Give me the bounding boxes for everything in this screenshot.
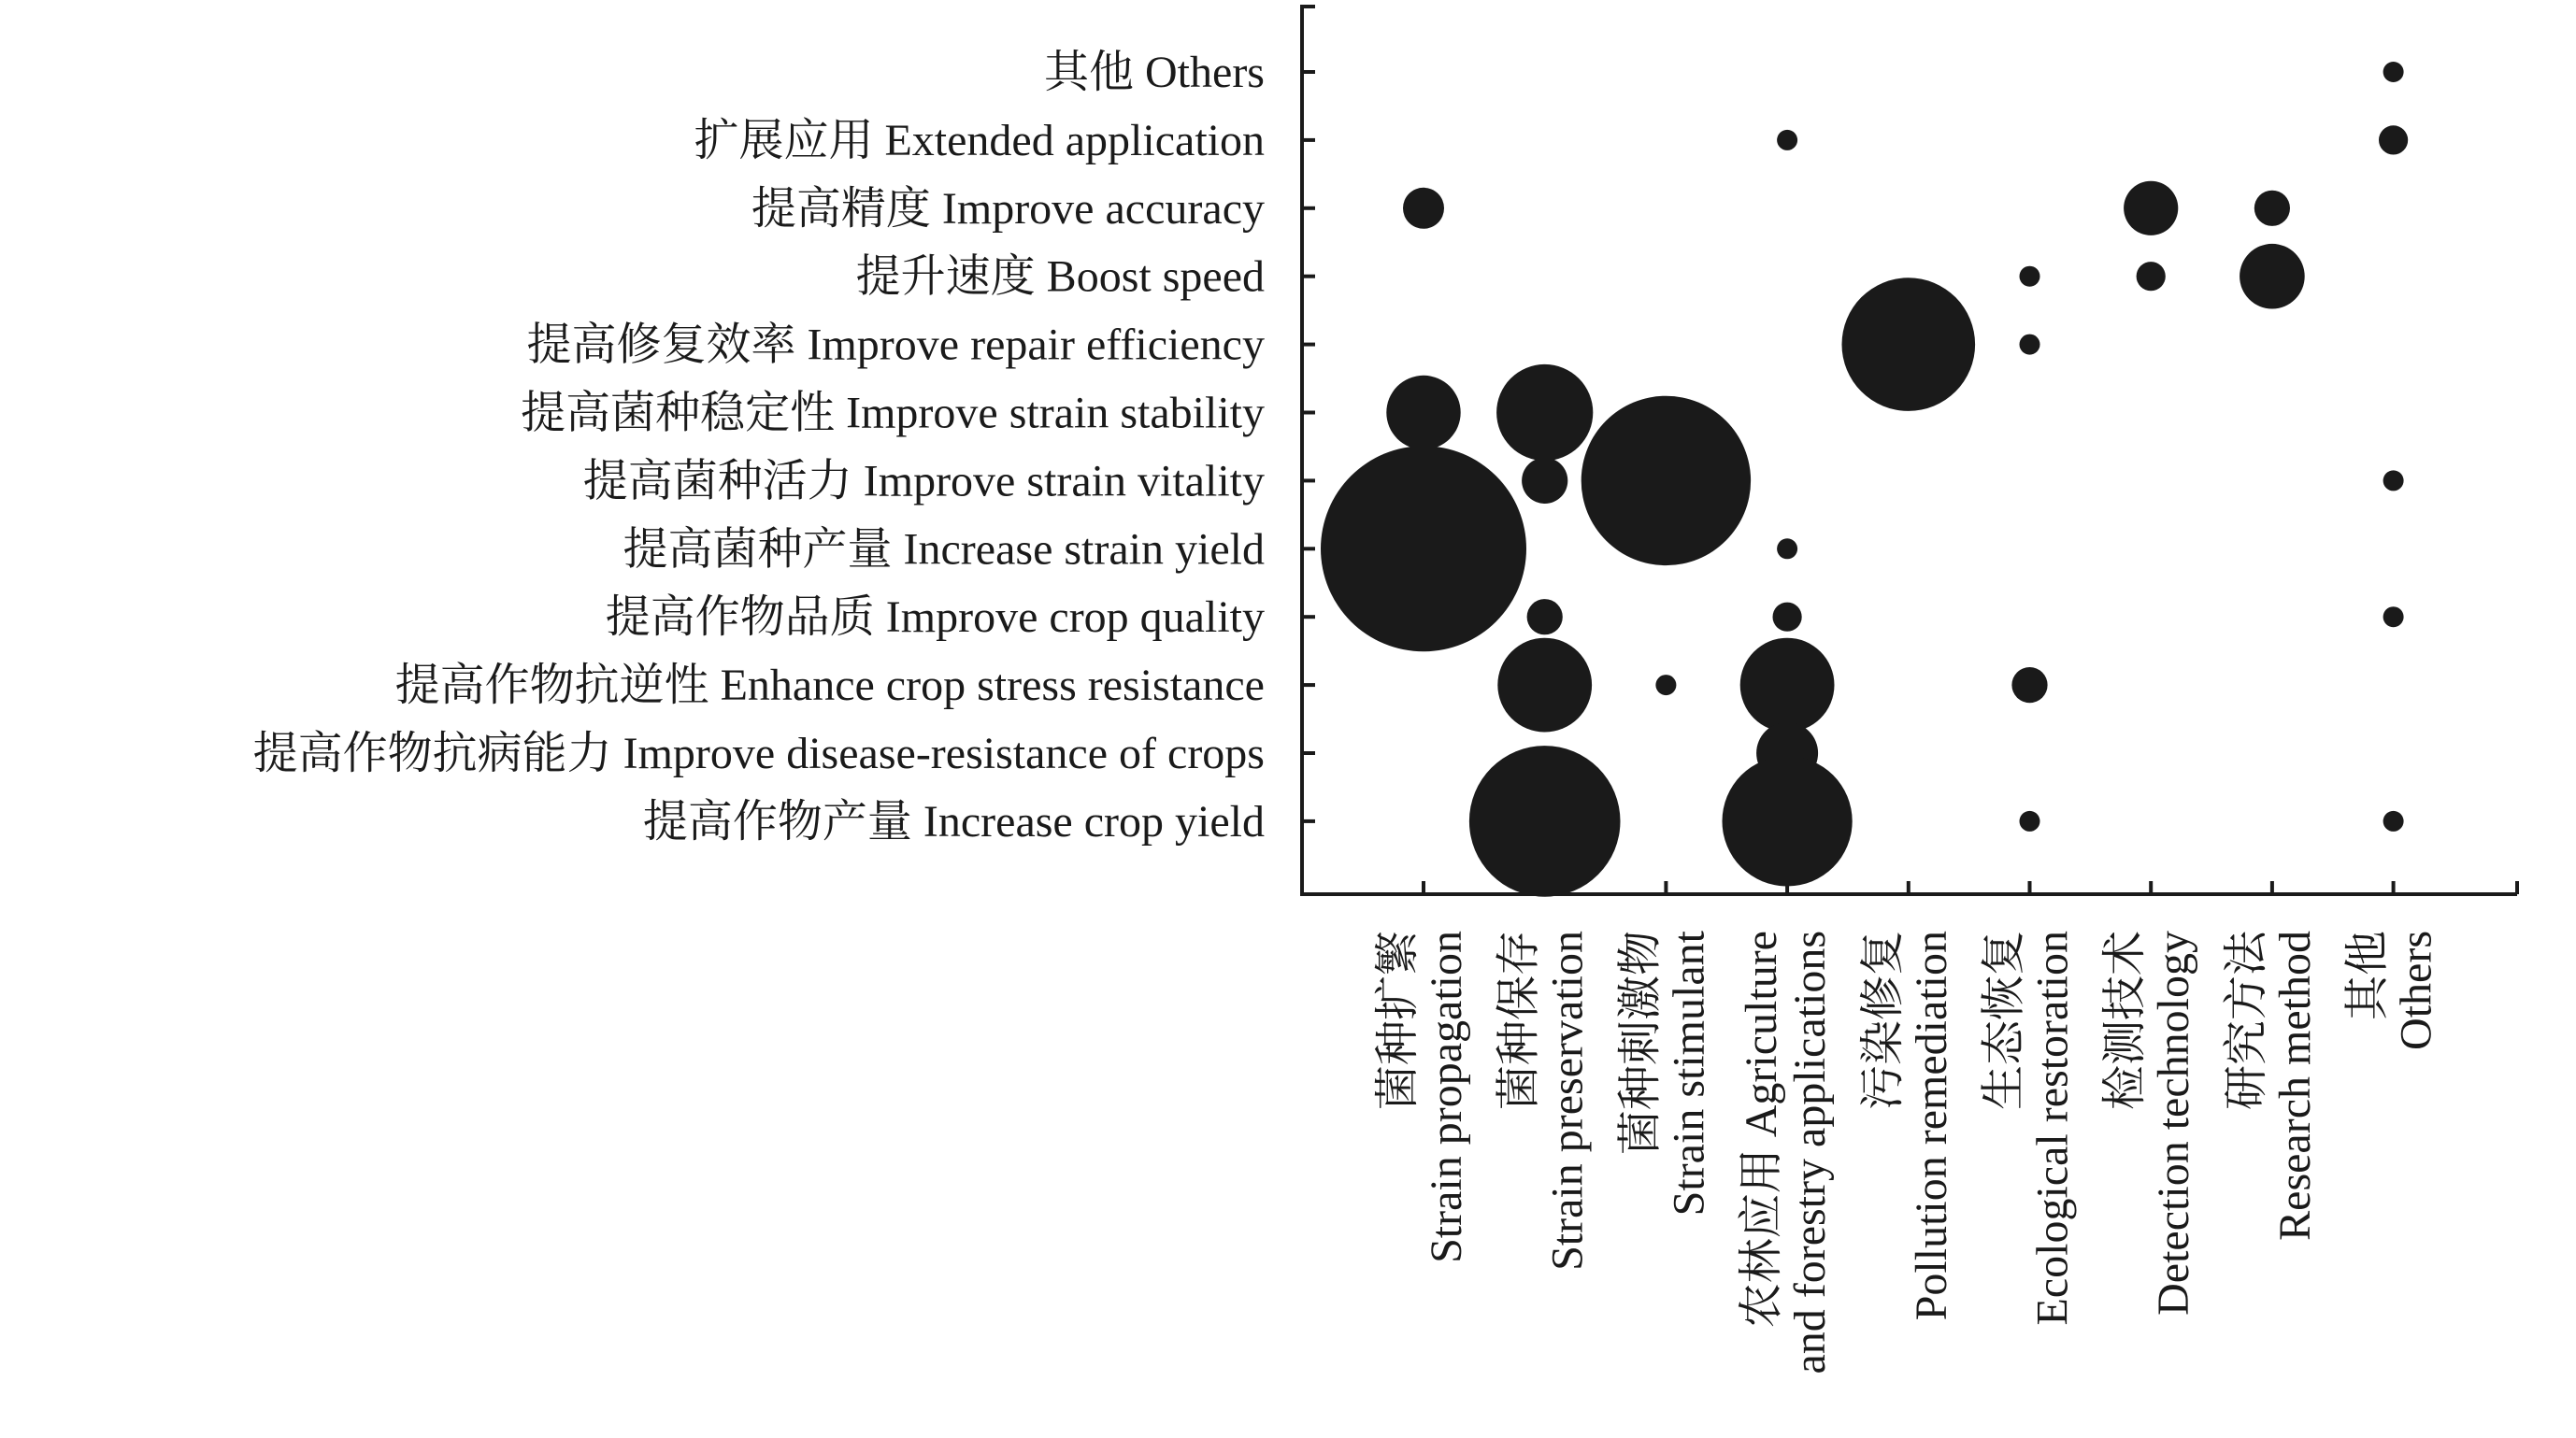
x-tick-label	[2222, 930, 2320, 1241]
bubble	[2383, 62, 2404, 82]
x-tick-label-en: and forestry applications	[1785, 931, 1836, 1374]
x-tick-label	[2343, 931, 2441, 1050]
x-tick-label-en: Strain preservation	[1542, 931, 1593, 1271]
x-tick-label	[1615, 930, 1713, 1216]
bubble	[2020, 335, 2040, 355]
bubble	[1777, 130, 1797, 150]
x-tick-label-zh: 研究方法	[2221, 931, 2271, 1111]
bubbles	[1321, 62, 2408, 897]
x-axis-labels	[1373, 930, 2441, 1374]
x-tick-label-zh: 其他	[2342, 931, 2393, 1021]
bubble	[1655, 675, 1676, 695]
bubble	[1403, 188, 1444, 229]
x-tick-label-zh: 生态恢复	[1979, 931, 2029, 1111]
x-tick-label-zh: 菌种刺激物	[1615, 931, 1666, 1156]
y-tick-label: 提高精度 Improve accuracy	[751, 183, 1265, 234]
bubble	[2254, 191, 2290, 226]
x-tick-label-zh: 菌种扩繁	[1373, 931, 1423, 1111]
x-tick-label	[1980, 931, 2078, 1326]
x-tick-label-en: Pollution remediation	[1906, 931, 1956, 1321]
bubble	[2383, 470, 2404, 491]
x-tick-label-en: Research method	[2269, 931, 2320, 1241]
bubble	[2379, 125, 2408, 154]
x-tick-label-en: Strain propagation	[1422, 931, 1471, 1263]
x-tick-label	[2100, 931, 2198, 1316]
bubble	[2124, 181, 2178, 235]
y-tick-label: 提高作物产量 Increase crop yield	[642, 796, 1265, 847]
y-tick-label: 提高菌种活力 Improve strain vitality	[582, 456, 1265, 506]
y-tick-label: 提高菌种稳定性 Improve strain stability	[521, 388, 1265, 438]
y-tick-label: 扩展应用 Extended application	[694, 115, 1265, 165]
x-tick-label-zh: 农林应用 Agriculture	[1737, 931, 1787, 1329]
x-tick-label-zh: 检测技术	[2100, 931, 2151, 1111]
y-tick-label: 提高作物品质 Improve crop quality	[605, 592, 1265, 643]
bubble	[1386, 376, 1460, 449]
axes	[1302, 5, 2517, 894]
bubble	[1773, 603, 1802, 632]
bubble	[1497, 638, 1592, 733]
bubble	[1527, 599, 1563, 634]
bubble	[2137, 262, 2166, 291]
bubble	[2020, 811, 2040, 832]
y-tick-label: 其他 Others	[1044, 48, 1265, 97]
x-tick-label-en: Ecological restoration	[2027, 931, 2078, 1326]
bubble	[1496, 364, 1593, 461]
y-tick-label: 提升速度 Boost speed	[855, 251, 1265, 302]
bubble	[1581, 396, 1751, 565]
bubble	[1321, 446, 1526, 651]
x-tick-label-en: Detection technology	[2149, 931, 2199, 1316]
bubble	[2383, 606, 2404, 627]
x-tick-label	[1858, 931, 1956, 1320]
y-tick-label: 提高作物抗病能力 Improve disease-resistance of crops	[252, 729, 1265, 778]
bubble	[2020, 266, 2040, 287]
bubble	[1723, 756, 1853, 886]
y-tick-label: 提高菌种产量 Increase strain yield	[623, 524, 1265, 575]
y-axis-ticks	[1302, 7, 1315, 821]
x-tick-label-zh: 污染修复	[1857, 931, 1908, 1111]
x-tick-label-en: Strain stimulant	[1664, 931, 1714, 1217]
bubble	[1740, 638, 1835, 733]
y-tick-label: 提高作物抗逆性 Enhance crop stress resistance	[394, 661, 1265, 711]
bubble	[2240, 244, 2305, 309]
bubble	[1469, 746, 1621, 897]
y-axis-labels	[253, 48, 1265, 847]
bubble	[1522, 458, 1567, 504]
bubble	[1842, 278, 1976, 411]
x-tick-label	[1495, 931, 1593, 1271]
bubble	[1777, 538, 1797, 559]
axis-lines	[1302, 5, 2517, 894]
y-tick-label: 提高修复效率 Improve repair efficiency	[526, 320, 1265, 370]
bubble	[2383, 811, 2404, 832]
x-tick-label-en: Others	[2391, 931, 2441, 1050]
x-tick-label	[1373, 931, 1471, 1263]
bubble	[2011, 667, 2047, 703]
x-tick-label	[1737, 931, 1835, 1374]
x-tick-label-zh: 菌种保存	[1494, 931, 1544, 1111]
